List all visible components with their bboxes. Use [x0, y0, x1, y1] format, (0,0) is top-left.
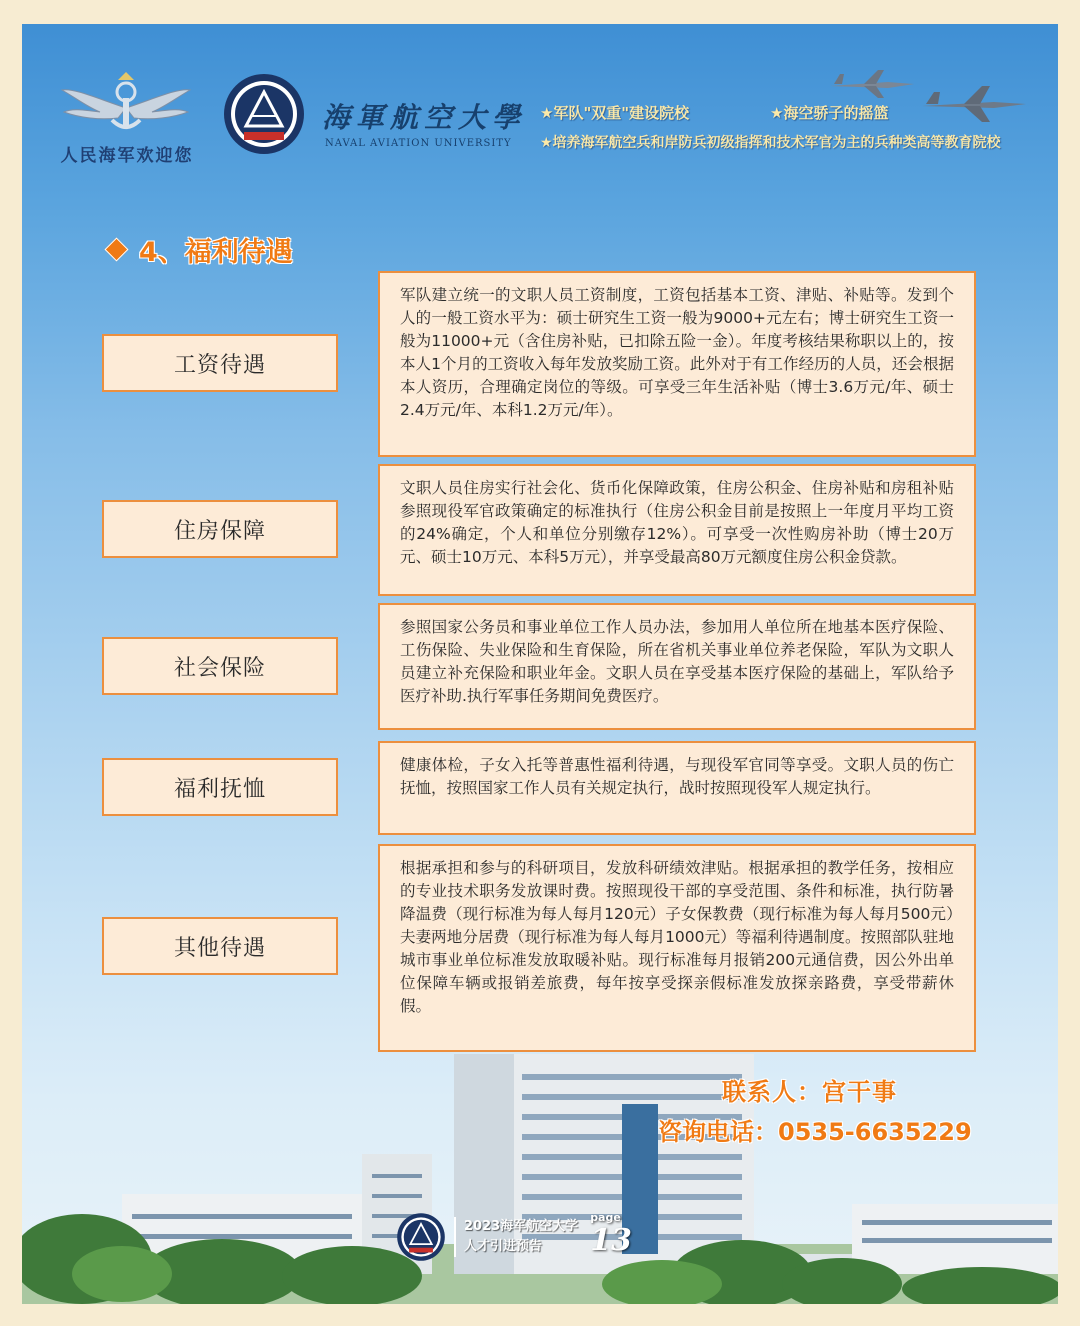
section-title-text: 4、福利待遇: [139, 237, 293, 268]
description-other: 根据承担和参与的科研项目，发放科研绩效津贴。根据承担的教学任务，按相应的专业技术职务发放课时费。按照现役干部的享受范围、条件和标准，执行防暑降温费（现行标准为每人每月120元）子女保教费（现行标准为每人每月500元）夫妻两地分居费（现行标准为每人每月1000元）等福利待遇制度。按照部队驻地城市事业单位标准发放取暖补贴。现行标准每月报销200元通信费，因公外出单位保障车辆或报销差旅费，每年按享受探亲假标准发放探亲路费，享受带薪休假。: [378, 844, 976, 1052]
description-insurance: 参照国家公务员和事业单位工作人员办法，参加用人单位所在地基本医疗保险、工伤保险、失业保险和生育保险，所在省机关事业单位养老保险，军队为文职人员建立补充保险和职业年金。文职人员在享受基本医疗保险的基础上，军队给予医疗补助.执行军事任务期间免费医疗。: [378, 603, 976, 730]
category-insurance: 社会保险: [102, 637, 338, 695]
slogan-1: ★军队"双重"建设院校: [540, 104, 690, 122]
description-housing: 文职人员住房实行社会化、货币化保障政策，住房公积金、住房补贴和房租补贴参照现役军官政策确定的标准执行（住房公积金目前是按照上一年度月平均工资的24%确定，个人和单位分别缴存12%）。可享受一次性购房补助（博士20万元、硕士10万元、本科5万元），并享受最高80万元额度住房公积金贷款。: [378, 464, 976, 596]
category-other: 其他待遇: [102, 917, 338, 975]
jet-icon: [828, 64, 918, 104]
poster-frame: [22, 24, 1058, 1304]
footer-text: [454, 1217, 578, 1257]
footer-line-1: 2023海军航空大学: [464, 1219, 579, 1234]
category-housing: 住房保障: [102, 500, 338, 558]
navy-emblem-icon: [56, 68, 196, 148]
slogan-2: ★海空骄子的摇篮: [770, 104, 889, 122]
description-salary: 军队建立统一的文职人员工资制度，工资包括基本工资、津贴、补贴等。发到个人的一般工资水平为：硕士研究生工资一般为9000+元左右；博士研究生工资一般为11000+元（含住房补贴，已扣除五险一金）。年度考核结果称职以上的，按本人1个月的工资收入每年发放奖励工资。此外对于有工作经历的人员，还会根据本人资历，合理确定岗位的等级。可享受三年生活补贴（博士3.6万元/年、硕士2.4万元/年、本科1.2万元/年）。: [378, 271, 976, 457]
jet-icon: [920, 80, 1030, 128]
category-welfare: 福利抚恤: [102, 758, 338, 816]
slogan-3: ★培养海军航空兵和岸防兵初级指挥和技术军官为主的兵种类高等教育院校: [540, 135, 1001, 151]
navy-welcome-text: 人民海军欢迎您: [60, 146, 194, 166]
category-salary: 工资待遇: [102, 334, 338, 392]
university-name-en: NAVAL AVIATION UNIVERSITY: [325, 138, 512, 149]
footer-line-2: 人才引进预告: [464, 1239, 543, 1254]
description-welfare: 健康体检，子女入托等普惠性福利待遇，与现役军官同等享受。文职人员的伤亡抚恤，按照国家工作人员有关规定执行，战时按照现役军人规定执行。: [378, 741, 976, 835]
diamond-bullet-icon: [104, 237, 128, 261]
page-label: page: [590, 1210, 621, 1224]
footer-page: [590, 1210, 632, 1258]
footer-brand: [396, 1212, 632, 1262]
university-seal-icon: [222, 72, 306, 156]
contact-phone: 咨询电话：0535-6635229: [658, 1118, 972, 1146]
section-title: [108, 230, 293, 269]
page-number: 13: [590, 1222, 632, 1258]
university-name-cn: 海軍航空大學: [322, 101, 527, 134]
footer-seal-icon: [396, 1212, 446, 1262]
contact-person: 联系人：宫干事: [722, 1078, 897, 1106]
campus-scenery-image: [22, 1044, 1058, 1304]
